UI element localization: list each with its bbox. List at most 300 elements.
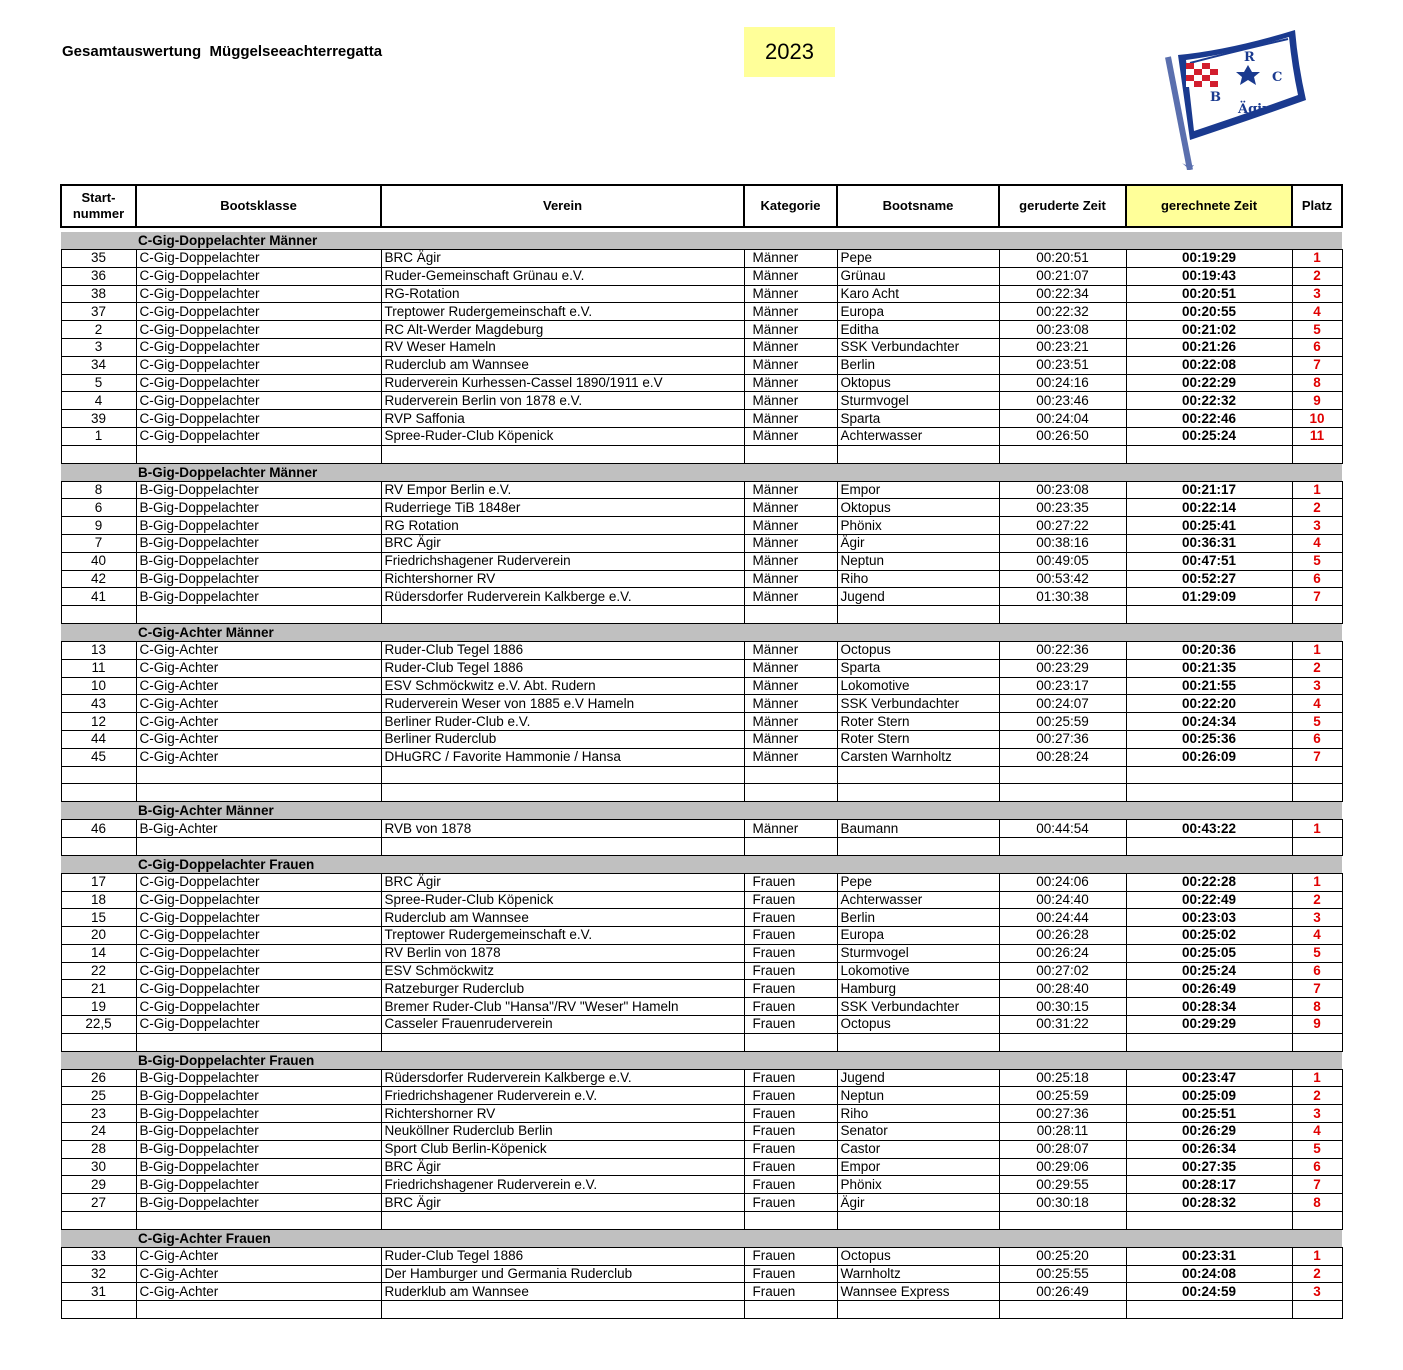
start-number: 21 — [61, 980, 136, 998]
table-row — [61, 1265, 1342, 1283]
boat-class: B-Gig-Doppelachter — [136, 1123, 381, 1141]
place: 10 — [1292, 410, 1342, 428]
logo-letter-b: B — [1210, 90, 1221, 105]
calculated-time: 00:21:26 — [1126, 338, 1292, 356]
calculated-time: 00:20:51 — [1126, 285, 1292, 303]
rowed-time: 00:30:18 — [999, 1194, 1126, 1212]
calculated-time: 00:21:55 — [1126, 677, 1292, 695]
table-row — [61, 499, 1342, 517]
boat-name: Castor — [837, 1140, 999, 1158]
table-row — [61, 1016, 1342, 1034]
table-row — [61, 267, 1342, 285]
table-row — [61, 944, 1342, 962]
category: Männer — [744, 534, 837, 552]
table-row — [61, 410, 1342, 428]
calculated-time: 00:22:29 — [1126, 374, 1292, 392]
category: Männer — [744, 499, 837, 517]
club-flag-logo — [1160, 25, 1310, 170]
category: Männer — [744, 641, 837, 659]
club: RVB von 1878 — [381, 820, 744, 838]
calculated-time: 00:25:05 — [1126, 944, 1292, 962]
calculated-time: 00:29:29 — [1126, 1016, 1292, 1034]
section-header — [61, 463, 1342, 481]
rowed-time: 00:26:49 — [999, 1283, 1126, 1301]
calculated-time: 00:52:27 — [1126, 570, 1292, 588]
calculated-time: 00:27:35 — [1126, 1158, 1292, 1176]
place: 1 — [1292, 873, 1342, 891]
start-number: 10 — [61, 677, 136, 695]
results-table — [60, 184, 1343, 1319]
club: Ruderclub am Wannsee — [381, 909, 744, 927]
start-number: 41 — [61, 588, 136, 606]
boat-class: B-Gig-Doppelachter — [136, 1069, 381, 1087]
club: ESV Schmöckwitz e.V. Abt. Rudern — [381, 677, 744, 695]
boat-class: B-Gig-Doppelachter — [136, 1194, 381, 1212]
place: 3 — [1292, 1105, 1342, 1123]
rowed-time: 00:26:50 — [999, 427, 1126, 445]
blank-row — [61, 1033, 1342, 1051]
boat-name: Achterwasser — [837, 891, 999, 909]
boat-name: Karo Acht — [837, 285, 999, 303]
table-row — [61, 321, 1342, 339]
table-row — [61, 534, 1342, 552]
club: BRC Ägir — [381, 1194, 744, 1212]
club: Ruderverein Weser von 1885 e.V Hameln — [381, 695, 744, 713]
section-header — [61, 232, 1342, 250]
start-number: 33 — [61, 1247, 136, 1265]
col-geruderte-zeit: geruderte Zeit — [999, 185, 1126, 227]
boat-class: B-Gig-Doppelachter — [136, 588, 381, 606]
place: 11 — [1292, 427, 1342, 445]
category: Männer — [744, 552, 837, 570]
boat-class: C-Gig-Doppelachter — [136, 321, 381, 339]
start-number: 37 — [61, 303, 136, 321]
col-bootsklasse: Bootsklasse — [136, 185, 381, 227]
club: Rüdersdorfer Ruderverein Kalkberge e.V. — [381, 1069, 744, 1087]
start-number: 38 — [61, 285, 136, 303]
boat-class: C-Gig-Achter — [136, 677, 381, 695]
boat-class: B-Gig-Doppelachter — [136, 1087, 381, 1105]
boat-class: C-Gig-Achter — [136, 730, 381, 748]
boat-name: Senator — [837, 1123, 999, 1141]
table-row — [61, 338, 1342, 356]
place: 8 — [1292, 374, 1342, 392]
boat-name: Hamburg — [837, 980, 999, 998]
table-row — [61, 909, 1342, 927]
club: Ratzeburger Ruderclub — [381, 980, 744, 998]
place: 6 — [1292, 570, 1342, 588]
section-header — [61, 855, 1342, 873]
boat-name: Roter Stern — [837, 730, 999, 748]
start-number: 44 — [61, 730, 136, 748]
start-number: 25 — [61, 1087, 136, 1105]
section-header — [61, 1229, 1342, 1247]
rowed-time: 00:25:18 — [999, 1069, 1126, 1087]
boat-class: C-Gig-Achter — [136, 1247, 381, 1265]
start-number: 15 — [61, 909, 136, 927]
category: Männer — [744, 392, 837, 410]
club: RC Alt-Werder Magdeburg — [381, 321, 744, 339]
calculated-time: 00:22:49 — [1126, 891, 1292, 909]
table-row — [61, 285, 1342, 303]
boat-class: C-Gig-Doppelachter — [136, 998, 381, 1016]
calculated-time: 00:21:02 — [1126, 321, 1292, 339]
category: Männer — [744, 321, 837, 339]
club: Ruder-Club Tegel 1886 — [381, 1247, 744, 1265]
place: 2 — [1292, 891, 1342, 909]
boat-name: Achterwasser — [837, 427, 999, 445]
boat-name: Empor — [837, 481, 999, 499]
calculated-time: 00:24:34 — [1126, 713, 1292, 731]
place: 6 — [1292, 338, 1342, 356]
boat-name: Sparta — [837, 659, 999, 677]
rowed-time: 00:22:34 — [999, 285, 1126, 303]
calculated-time: 00:21:17 — [1126, 481, 1292, 499]
table-row — [61, 392, 1342, 410]
rowed-time: 00:38:16 — [999, 534, 1126, 552]
rowed-time: 00:23:29 — [999, 659, 1126, 677]
start-number: 6 — [61, 499, 136, 517]
category: Frauen — [744, 1016, 837, 1034]
club: Bremer Ruder-Club "Hansa"/RV "Weser" Hameln — [381, 998, 744, 1016]
section-title: B-Gig-Doppelachter Frauen — [136, 1051, 1342, 1069]
boat-class: B-Gig-Doppelachter — [136, 570, 381, 588]
rowed-time: 00:23:17 — [999, 677, 1126, 695]
place: 2 — [1292, 659, 1342, 677]
category: Frauen — [744, 962, 837, 980]
club: RV Berlin von 1878 — [381, 944, 744, 962]
rowed-time: 00:27:36 — [999, 1105, 1126, 1123]
blank-row — [61, 784, 1342, 802]
club: Richtershorner RV — [381, 570, 744, 588]
calculated-time: 00:28:17 — [1126, 1176, 1292, 1194]
boat-class: B-Gig-Doppelachter — [136, 1158, 381, 1176]
rowed-time: 00:25:59 — [999, 713, 1126, 731]
table-row — [61, 1158, 1342, 1176]
calculated-time: 00:22:08 — [1126, 356, 1292, 374]
start-number: 28 — [61, 1140, 136, 1158]
table-row — [61, 1194, 1342, 1212]
start-number: 12 — [61, 713, 136, 731]
table-row — [61, 570, 1342, 588]
blank-row — [61, 445, 1342, 463]
club: DHuGRC / Favorite Hammonie / Hansa — [381, 748, 744, 766]
rowed-time: 00:24:06 — [999, 873, 1126, 891]
rowed-time: 00:23:08 — [999, 481, 1126, 499]
category: Männer — [744, 820, 837, 838]
category: Männer — [744, 730, 837, 748]
place: 6 — [1292, 730, 1342, 748]
boat-class: C-Gig-Achter — [136, 641, 381, 659]
boat-name: Editha — [837, 321, 999, 339]
rowed-time: 00:25:20 — [999, 1247, 1126, 1265]
boat-name: Europa — [837, 927, 999, 945]
boat-name: Octopus — [837, 1247, 999, 1265]
boat-class: C-Gig-Doppelachter — [136, 891, 381, 909]
boat-class: C-Gig-Doppelachter — [136, 267, 381, 285]
boat-name: Empor — [837, 1158, 999, 1176]
table-row — [61, 820, 1342, 838]
place: 7 — [1292, 356, 1342, 374]
category: Männer — [744, 338, 837, 356]
table-row — [61, 980, 1342, 998]
category: Frauen — [744, 1265, 837, 1283]
table-row — [61, 427, 1342, 445]
club: ESV Schmöckwitz — [381, 962, 744, 980]
table-row — [61, 998, 1342, 1016]
start-number: 11 — [61, 659, 136, 677]
col-bootsname: Bootsname — [837, 185, 999, 227]
boat-name: Neptun — [837, 552, 999, 570]
club: Spree-Ruder-Club Köpenick — [381, 891, 744, 909]
rowed-time: 00:23:35 — [999, 499, 1126, 517]
calculated-time: 01:29:09 — [1126, 588, 1292, 606]
rowed-time: 00:28:11 — [999, 1123, 1126, 1141]
table-row — [61, 1069, 1342, 1087]
start-number: 35 — [61, 250, 136, 268]
boat-class: C-Gig-Doppelachter — [136, 427, 381, 445]
results-body — [61, 227, 1342, 1319]
rowed-time: 00:22:36 — [999, 641, 1126, 659]
table-row — [61, 730, 1342, 748]
boat-class: B-Gig-Doppelachter — [136, 517, 381, 535]
table-row — [61, 748, 1342, 766]
club: Der Hamburger und Germania Ruderclub — [381, 1265, 744, 1283]
calculated-time: 00:20:36 — [1126, 641, 1292, 659]
start-number: 32 — [61, 1265, 136, 1283]
category: Frauen — [744, 927, 837, 945]
table-row — [61, 695, 1342, 713]
table-row — [61, 1087, 1342, 1105]
table-row — [61, 1247, 1342, 1265]
table-row — [61, 1283, 1342, 1301]
table-row — [61, 517, 1342, 535]
boat-class: B-Gig-Doppelachter — [136, 1176, 381, 1194]
start-number: 9 — [61, 517, 136, 535]
start-number: 43 — [61, 695, 136, 713]
place: 1 — [1292, 250, 1342, 268]
blank-row — [61, 1212, 1342, 1230]
table-row — [61, 927, 1342, 945]
boat-class: C-Gig-Doppelachter — [136, 927, 381, 945]
place: 4 — [1292, 927, 1342, 945]
boat-class: B-Gig-Doppelachter — [136, 499, 381, 517]
club: Ruderverein Kurhessen-Cassel 1890/1911 e.V — [381, 374, 744, 392]
rowed-time: 00:23:08 — [999, 321, 1126, 339]
category: Männer — [744, 517, 837, 535]
boat-class: C-Gig-Doppelachter — [136, 1016, 381, 1034]
start-number: 46 — [61, 820, 136, 838]
club: Berliner Ruder-Club e.V. — [381, 713, 744, 731]
start-number: 42 — [61, 570, 136, 588]
start-number: 22,5 — [61, 1016, 136, 1034]
category: Männer — [744, 695, 837, 713]
rowed-time: 00:21:07 — [999, 267, 1126, 285]
category: Frauen — [744, 1247, 837, 1265]
boat-class: B-Gig-Doppelachter — [136, 481, 381, 499]
club: Friedrichshagener Ruderverein e.V. — [381, 1176, 744, 1194]
club: RV Weser Hameln — [381, 338, 744, 356]
calculated-time: 00:24:59 — [1126, 1283, 1292, 1301]
rowed-time: 00:24:44 — [999, 909, 1126, 927]
boat-class: C-Gig-Doppelachter — [136, 410, 381, 428]
category: Männer — [744, 374, 837, 392]
category: Männer — [744, 588, 837, 606]
place: 6 — [1292, 962, 1342, 980]
start-number: 4 — [61, 392, 136, 410]
blank-row — [61, 1301, 1342, 1319]
section-header — [61, 1051, 1342, 1069]
club: Ruderklub am Wannsee — [381, 1283, 744, 1301]
club: Spree-Ruder-Club Köpenick — [381, 427, 744, 445]
calculated-time: 00:28:34 — [1126, 998, 1292, 1016]
rowed-time: 00:26:24 — [999, 944, 1126, 962]
calculated-time: 00:23:31 — [1126, 1247, 1292, 1265]
calculated-time: 00:25:24 — [1126, 962, 1292, 980]
category: Männer — [744, 303, 837, 321]
rowed-time: 00:23:46 — [999, 392, 1126, 410]
place: 4 — [1292, 1123, 1342, 1141]
logo-letter-r: R — [1244, 50, 1255, 65]
boat-name: Roter Stern — [837, 713, 999, 731]
col-platz: Platz — [1292, 185, 1342, 227]
club: BRC Ägir — [381, 873, 744, 891]
calculated-time: 00:26:29 — [1126, 1123, 1292, 1141]
category: Frauen — [744, 1069, 837, 1087]
logo-letter-c: C — [1272, 70, 1283, 85]
club: Rüdersdorfer Ruderverein Kalkberge e.V. — [381, 588, 744, 606]
table-row — [61, 962, 1342, 980]
category: Männer — [744, 481, 837, 499]
category: Männer — [744, 427, 837, 445]
club: RG-Rotation — [381, 285, 744, 303]
club: RVP Saffonia — [381, 410, 744, 428]
club: Richtershorner RV — [381, 1105, 744, 1123]
place: 2 — [1292, 267, 1342, 285]
col-verein: Verein — [381, 185, 744, 227]
calculated-time: 00:22:20 — [1126, 695, 1292, 713]
boat-name: Berlin — [837, 356, 999, 374]
logo-word-aegir: Ägir — [1238, 102, 1269, 117]
blank-row — [61, 766, 1342, 784]
start-number: 26 — [61, 1069, 136, 1087]
table-row — [61, 1176, 1342, 1194]
boat-name: Pepe — [837, 873, 999, 891]
calculated-time: 00:20:55 — [1126, 303, 1292, 321]
place: 9 — [1292, 392, 1342, 410]
section-title: C-Gig-Doppelachter Männer — [136, 232, 1342, 250]
place: 3 — [1292, 677, 1342, 695]
club: Ruderriege TiB 1848er — [381, 499, 744, 517]
rowed-time: 00:30:15 — [999, 998, 1126, 1016]
place: 2 — [1292, 499, 1342, 517]
section-title: B-Gig-Achter Männer — [136, 802, 1342, 820]
boat-name: Pepe — [837, 250, 999, 268]
start-number: 45 — [61, 748, 136, 766]
calculated-time: 00:26:49 — [1126, 980, 1292, 998]
year-badge: 2023 — [744, 27, 835, 77]
start-number: 14 — [61, 944, 136, 962]
boat-class: C-Gig-Doppelachter — [136, 356, 381, 374]
club: Friedrichshagener Ruderverein — [381, 552, 744, 570]
category: Männer — [744, 410, 837, 428]
rowed-time: 00:23:21 — [999, 338, 1126, 356]
table-row — [61, 1123, 1342, 1141]
place: 7 — [1292, 588, 1342, 606]
table-row — [61, 588, 1342, 606]
calculated-time: 00:26:09 — [1126, 748, 1292, 766]
club: Ruder-Club Tegel 1886 — [381, 659, 744, 677]
start-number: 5 — [61, 374, 136, 392]
place: 3 — [1292, 517, 1342, 535]
calculated-time: 00:19:43 — [1126, 267, 1292, 285]
boat-class: C-Gig-Doppelachter — [136, 285, 381, 303]
boat-class: C-Gig-Achter — [136, 748, 381, 766]
start-number: 1 — [61, 427, 136, 445]
boat-name: Carsten Warnholtz — [837, 748, 999, 766]
place: 3 — [1292, 909, 1342, 927]
table-row — [61, 891, 1342, 909]
start-number: 29 — [61, 1176, 136, 1194]
boat-name: Ägir — [837, 1194, 999, 1212]
place: 1 — [1292, 820, 1342, 838]
table-row — [61, 659, 1342, 677]
rowed-time: 00:24:40 — [999, 891, 1126, 909]
boat-name: Ägir — [837, 534, 999, 552]
boat-class: C-Gig-Doppelachter — [136, 909, 381, 927]
rowed-time: 00:24:07 — [999, 695, 1126, 713]
calculated-time: 00:25:02 — [1126, 927, 1292, 945]
club: RG Rotation — [381, 517, 744, 535]
calculated-time: 00:23:03 — [1126, 909, 1292, 927]
club: Berliner Ruderclub — [381, 730, 744, 748]
boat-name: Sturmvogel — [837, 392, 999, 410]
calculated-time: 00:26:34 — [1126, 1140, 1292, 1158]
club: Ruder-Gemeinschaft Grünau e.V. — [381, 267, 744, 285]
section-title: B-Gig-Doppelachter Männer — [136, 463, 1342, 481]
calculated-time: 00:21:35 — [1126, 659, 1292, 677]
blank-row — [61, 837, 1342, 855]
boat-name: Oktopus — [837, 499, 999, 517]
club: BRC Ägir — [381, 534, 744, 552]
start-number: 34 — [61, 356, 136, 374]
category: Frauen — [744, 944, 837, 962]
place: 5 — [1292, 944, 1342, 962]
start-number: 13 — [61, 641, 136, 659]
rowed-time: 00:22:32 — [999, 303, 1126, 321]
rowed-time: 00:25:55 — [999, 1265, 1126, 1283]
boat-name: Oktopus — [837, 374, 999, 392]
calculated-time: 00:47:51 — [1126, 552, 1292, 570]
boat-class: C-Gig-Doppelachter — [136, 962, 381, 980]
place: 1 — [1292, 641, 1342, 659]
boat-name: Baumann — [837, 820, 999, 838]
boat-name: Sturmvogel — [837, 944, 999, 962]
place: 1 — [1292, 481, 1342, 499]
boat-name: Phönix — [837, 517, 999, 535]
boat-class: C-Gig-Doppelachter — [136, 374, 381, 392]
boat-class: C-Gig-Doppelachter — [136, 338, 381, 356]
boat-class: C-Gig-Achter — [136, 695, 381, 713]
place: 3 — [1292, 285, 1342, 303]
calculated-time: 00:22:28 — [1126, 873, 1292, 891]
rowed-time: 00:44:54 — [999, 820, 1126, 838]
rowed-time: 00:53:42 — [999, 570, 1126, 588]
category: Frauen — [744, 873, 837, 891]
place: 5 — [1292, 1140, 1342, 1158]
place: 1 — [1292, 1247, 1342, 1265]
club: Ruderverein Berlin von 1878 e.V. — [381, 392, 744, 410]
